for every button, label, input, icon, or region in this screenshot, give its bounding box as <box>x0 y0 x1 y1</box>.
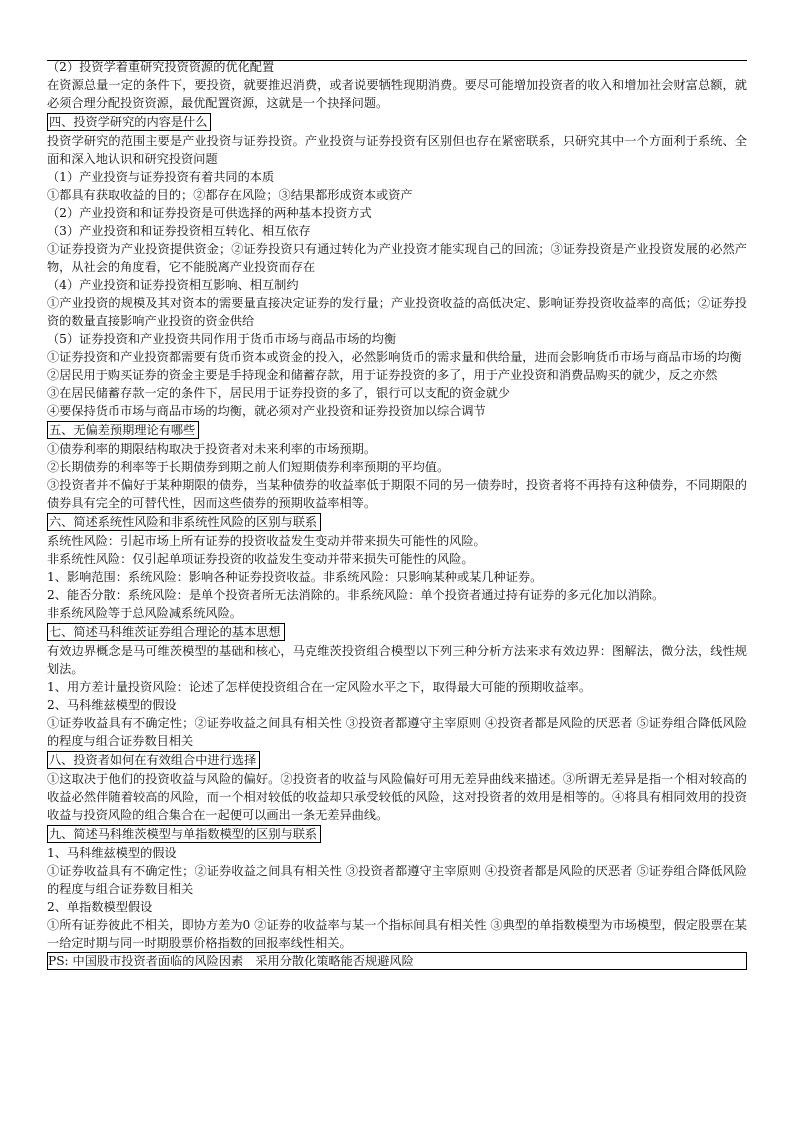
paragraph: ④要保持货币市场与商品市场的均衡，就必须对产业投资和证券投资加以综合调节 <box>47 404 486 418</box>
paragraph: ③投资者并不偏好于某种期限的债券，当某种债券的收益率低于期限不同的另一债券时，投资者将不再持有这种债券，不同期限的债券具有完全的可替代性，因而这些债券的预期收益率相等。 <box>47 478 747 510</box>
paragraph: ①证券收益具有不确定性；②证券收益之间具有相关性 ③投资者都遵守主宰原则 ④投资者都是风险的厌恶者 ⑤证券组合降低风险的程度与组合证券数目相关 <box>47 864 747 896</box>
section-heading-row <box>47 512 747 532</box>
paragraph: 2、能否分散：系统风险：是单个投资者所无法消除的。非系统风险：单个投资者通过持有证券的多元化加以消除。 <box>47 588 665 602</box>
paragraph: 1、影响范围：系统风险：影响各种证券投资收益。非系统风险：只影响某种或某几种证券。 <box>47 570 543 584</box>
subsection-line: （5）证券投资和产业投资共同作用于货币市场与商品市场的均衡 <box>47 332 397 346</box>
paragraph: ①证券投资和产业投资都需要有货币资本或资金的投入，必然影响货币的需求量和供给量，进而会影响货币市场与商品市场的均衡 <box>47 350 742 364</box>
paragraph: ①所有证券彼此不相关，即协方差为0 ②证券的收益率与某一个指标间具有相关性 ③典型的单指数模型为市场模型，假定股票在某一给定时期与同一时期股票价格指数的回报率线性相关。 <box>47 918 747 950</box>
paragraph: 非系统性风险：仅引起单项证券投资的收益发生变动并带来损失可能性的风险。 <box>47 552 474 566</box>
section-heading-row <box>47 824 747 844</box>
subsection-line: （4）产业投资和证券投资相互影响、相互制约 <box>47 278 299 292</box>
paragraph: 有效边界概念是马可维茨模型的基础和核心，马克维茨投资组合模型以下列三种分析方法来求有效边界：图解法，微分法，线性规划法。 <box>47 644 747 676</box>
paragraph: 非系统风险等于总风险减系统风险。 <box>47 606 242 620</box>
section-heading: 六、简述系统性风险和非系统性风险的区别与联系 <box>47 513 321 531</box>
paragraph: 系统性风险：引起市场上所有证券的投资收益发生变动并带来损失可能性的风险。 <box>47 534 486 548</box>
paragraph: ①证券收益具有不确定性；②证券收益之间具有相关性 ③投资者都遵守主宰原则 ④投资者都是风险的厌恶者 ⑤证券组合降低风险的程度与组合证券数目相关 <box>47 716 747 748</box>
subsection-line: （1）产业投资与证券投资有着共同的本质 <box>47 170 275 184</box>
subsection-line: （2）产业投资和和证券投资是可供选择的两种基本投资方式 <box>47 206 372 220</box>
paragraph: ②居民用于购买证券的资金主要是手持现金和储蓄存款，用于证券投资的多了，用于产业投资和消费品购买的就少，反之亦然 <box>47 368 718 382</box>
paragraph: ①产业投资的规模及其对资本的需要量直接决定证券的发行量；产业投资收益的高低决定、影响证券投资收益率的高低；②证券投资的数量直接影响产业投资的资金供给 <box>47 296 747 328</box>
ps-note-box: PS: 中国股市投资者面临的风险因素 采用分散化策略能否规避风险 <box>47 952 747 970</box>
paragraph: ③在居民储蓄存款一定的条件下，居民用于证券投资的多了，银行可以支配的资金就少 <box>47 386 511 400</box>
paragraph: ①这取决于他们的投资收益与风险的偏好。②投资者的收益与风险偏好可用无差异曲线来描述。③所谓无差异是指一个相对较高的收益必然伴随着较高的风险，而一个相对较低的收益却只承受较低的风险，这对投资者的效用是相等的。④将具有相同效用的投资收益与投资风险的组合集合在一起便可以画出一条无差异曲线。 <box>47 772 747 822</box>
section-heading: 四、投资学研究的内容是什么 <box>47 113 211 131</box>
paragraph: 1、马科维兹模型的假设 <box>47 846 177 860</box>
paragraph: ①证券投资为产业投资提供资金；②证券投资只有通过转化为产业投资才能实现自己的回流；③证券投资是产业投资发展的必然产物，从社会的角度看，它不能脱离产业投资而存在 <box>47 242 747 274</box>
section-heading-row <box>47 622 747 642</box>
document-body <box>47 58 747 970</box>
paragraph: ①都具有获取收益的目的；②都存在风险；③结果都形成资本或资产 <box>47 188 413 202</box>
section-heading: 八、投资者如何在有效组合中进行选择 <box>47 751 260 769</box>
paragraph: 在资源总量一定的条件下，要投资，就要推迟消费，或者说要牺牲现期消费。要尽可能增加投资者的收入和增加社会财富总额，就必须合理分配投资资源，最优配置资源，这就是一个抉择问题。 <box>47 78 747 110</box>
paragraph: ②长期债券的利率等于长期债券到期之前人们短期债券利率预期的平均值。 <box>47 460 450 474</box>
section-heading-row <box>47 750 747 770</box>
paragraph: 2、马科维兹模型的假设 <box>47 698 177 712</box>
subsection-line: （2）投资学着重研究投资资源的优化配置 <box>47 60 275 74</box>
subsection-line: （3）产业投资和和证券投资相互转化、相互依存 <box>47 224 311 238</box>
paragraph: 1、用方差计量投资风险：论述了怎样使投资组合在一定风险水平之下，取得最大可能的预期收益率。 <box>47 680 592 694</box>
section-heading: 九、简述马科维茨模型与单指数模型的区别与联系 <box>47 825 321 843</box>
paragraph: 投资学研究的范围主要是产业投资与证券投资。产业投资与证券投资有区别但也存在紧密联系，只研究其中一个方面利于系统、全面和深入地认识和研究投资问题 <box>47 134 747 166</box>
section-heading-row <box>47 420 747 440</box>
paragraph: 2、单指数模型假设 <box>47 900 153 914</box>
section-heading-row <box>47 112 747 132</box>
section-heading: 五、无偏差预期理论有哪些 <box>47 421 199 439</box>
paragraph: ①债券利率的期限结构取决于投资者对未来利率的市场预期。 <box>47 442 377 456</box>
section-heading: 七、简述马科维茨证券组合理论的基本思想 <box>47 623 285 641</box>
